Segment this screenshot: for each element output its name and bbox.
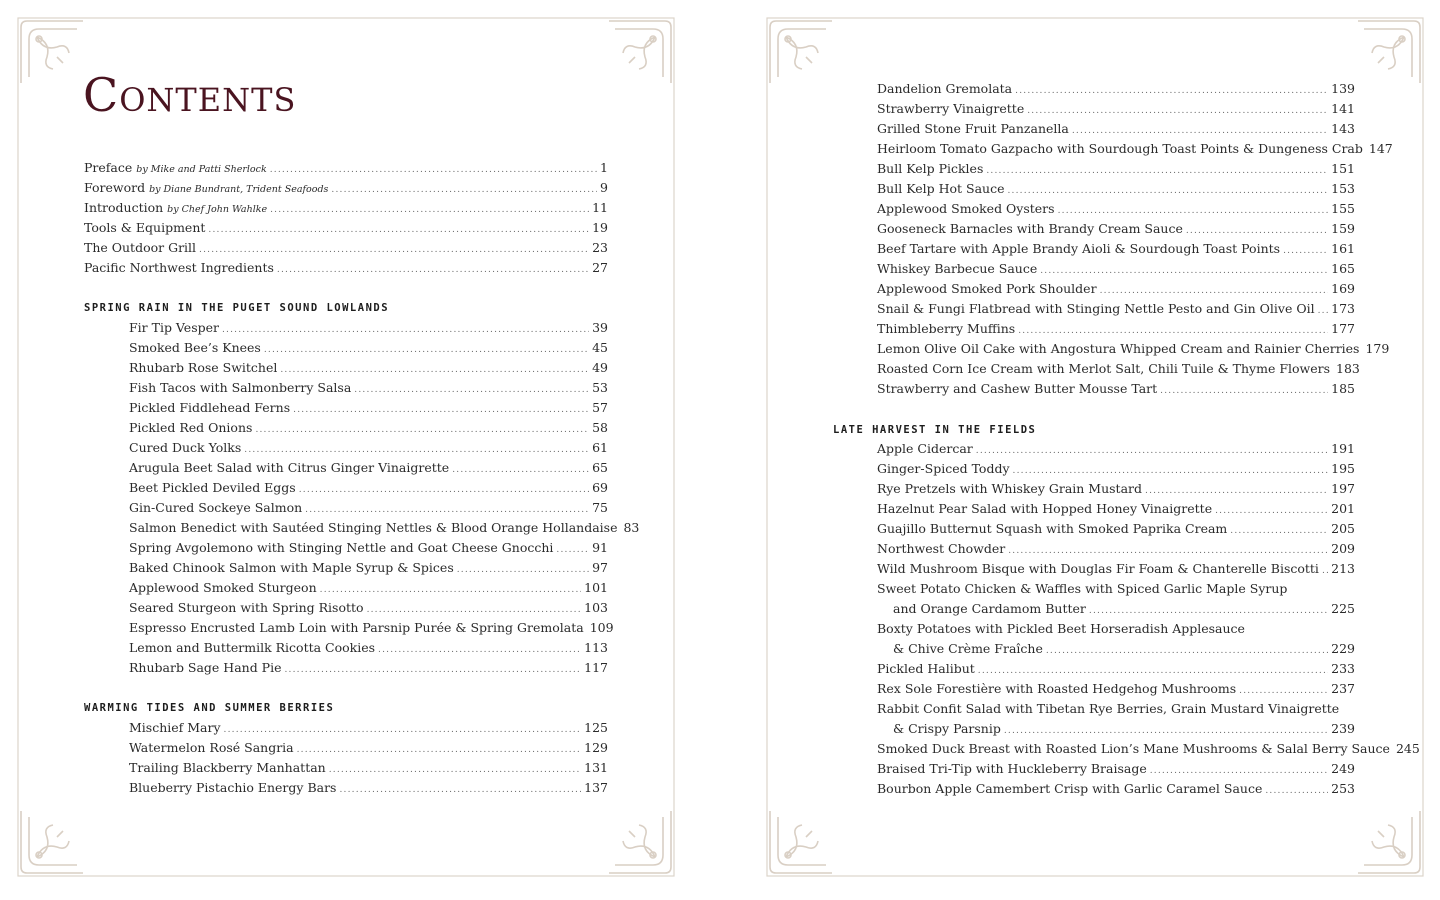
entry-title: Seared Sturgeon with Spring Risotto <box>129 600 364 615</box>
page-number: 69 <box>592 480 608 495</box>
dot-leader <box>199 240 589 260</box>
toc-entry[interactable] <box>129 478 608 498</box>
page-number: 229 <box>1331 641 1355 656</box>
page-number: 57 <box>592 400 608 415</box>
page-number: 239 <box>1331 721 1355 736</box>
entry-title: Sweet Potato Chicken & Waffles with Spiced Garlic Maple Syrup <box>877 581 1288 596</box>
page-number: 213 <box>1331 561 1355 576</box>
toc-entry[interactable] <box>877 159 1355 179</box>
entry-title: Mischief Mary <box>129 720 221 735</box>
dot-leader <box>208 220 589 240</box>
entry-title: Lemon and Buttermilk Ricotta Cookies <box>129 640 376 655</box>
toc-entry[interactable] <box>877 739 1420 759</box>
entry-title: Pickled Fiddlehead Ferns <box>129 400 291 415</box>
page-number: 27 <box>592 260 608 275</box>
entry-title: Cured Duck Yolks <box>129 440 242 455</box>
page-number: 169 <box>1331 281 1355 296</box>
page-number: 113 <box>584 640 608 655</box>
toc-entry[interactable] <box>877 299 1355 319</box>
dot-leader <box>320 580 582 600</box>
toc-entry[interactable] <box>84 238 608 258</box>
dot-leader <box>270 160 597 180</box>
page-number: 23 <box>592 240 608 255</box>
toc-entry[interactable] <box>877 139 1393 159</box>
dot-leader <box>1089 601 1328 621</box>
toc-entry[interactable] <box>129 718 608 738</box>
page-number: 65 <box>592 460 608 475</box>
toc-entry[interactable] <box>877 99 1355 119</box>
toc-entry[interactable] <box>877 179 1355 199</box>
dot-leader <box>305 500 589 520</box>
entry-title: Dandelion Gremolata <box>877 81 1013 96</box>
dot-leader <box>244 440 589 460</box>
toc-entry[interactable] <box>877 219 1355 239</box>
toc-entry[interactable] <box>877 439 1355 459</box>
dot-leader <box>978 661 1328 681</box>
dot-leader <box>1004 721 1328 741</box>
dot-leader <box>1008 541 1328 561</box>
toc-entry[interactable] <box>84 218 608 238</box>
entry-title: Rye Pretzels with Whiskey Grain Mustard <box>877 481 1143 496</box>
page-number: 137 <box>584 780 608 795</box>
entry-title: Guajillo Butternut Squash with Smoked Paprika Cream <box>877 521 1228 536</box>
dot-leader <box>556 540 589 560</box>
page-number: 39 <box>592 320 608 335</box>
dot-leader <box>339 780 581 800</box>
entry-title: Beef Tartare with Apple Brandy Aioli & Sourdough Toast Points <box>877 241 1281 256</box>
toc-entry[interactable] <box>877 579 1355 599</box>
entry-title: Hazelnut Pear Salad with Hopped Honey Vinaigrette <box>877 501 1213 516</box>
section-heading: SPRING RAIN IN THE PUGET SOUND LOWLANDS <box>84 302 390 314</box>
page-number: 147 <box>1368 141 1393 156</box>
page-number: 75 <box>592 500 608 515</box>
entry-title: Arugula Beet Salad with Citrus Ginger Vinaigrette <box>129 460 450 475</box>
page-number: 9 <box>600 180 608 195</box>
toc-entry[interactable] <box>877 479 1355 499</box>
entry-title: Wild Mushroom Bisque with Douglas Fir Foam & Chanterelle Biscotti <box>877 561 1319 576</box>
toc-entry[interactable] <box>877 659 1355 679</box>
toc-entry[interactable] <box>877 499 1355 519</box>
section-heading: WARMING TIDES AND SUMMER BERRIES <box>84 702 335 714</box>
dot-leader <box>285 660 582 680</box>
entry-author: by Diane Bundrant, Trident Seafoods <box>149 184 329 195</box>
corner-ornament <box>17 17 87 87</box>
toc-entry[interactable] <box>129 498 608 518</box>
toc-entry[interactable] <box>129 458 608 478</box>
dot-leader <box>1007 181 1328 201</box>
toc-entry[interactable] <box>877 539 1355 559</box>
corner-ornament <box>605 17 675 87</box>
entry-title: Smoked Duck Breast with Roasted Lion’s Mane Mushrooms & Salal Berry Sauce <box>877 741 1390 756</box>
corner-ornament <box>1354 17 1424 87</box>
section-items <box>129 718 608 798</box>
entry-title: Pickled Halibut <box>877 661 975 676</box>
entry-title: The Outdoor Grill <box>84 240 197 255</box>
page-number: 225 <box>1331 601 1355 616</box>
toc-entry[interactable] <box>129 398 608 418</box>
toc-entry[interactable] <box>129 778 608 798</box>
entry-title: Bourbon Apple Camembert Crisp with Garlic Caramel Sauce <box>877 781 1263 796</box>
toc-entry[interactable] <box>129 438 608 458</box>
dot-leader <box>329 760 581 780</box>
entry-title: Foreword <box>84 180 146 195</box>
entry-title: Preface <box>84 160 133 175</box>
page-number: 159 <box>1331 221 1355 236</box>
toc-entry[interactable] <box>129 318 608 338</box>
dot-leader <box>1058 201 1329 221</box>
dot-leader <box>1239 681 1328 701</box>
page-number: 45 <box>592 340 608 355</box>
corner-ornament <box>17 807 87 877</box>
entry-title: Apple Cidercar <box>877 441 973 456</box>
dot-leader <box>1186 221 1328 241</box>
toc-entry[interactable] <box>129 418 608 438</box>
dot-leader <box>1265 781 1328 801</box>
section-list <box>84 298 608 318</box>
page-number: 143 <box>1331 121 1355 136</box>
page-number: 83 <box>623 520 640 535</box>
toc-entry[interactable] <box>877 379 1355 399</box>
toc-entry[interactable] <box>877 339 1390 359</box>
page-number: 129 <box>584 740 608 755</box>
page-number: 61 <box>592 440 608 455</box>
entry-title: Smoked Bee’s Knees <box>129 340 261 355</box>
toc-entry[interactable] <box>877 239 1355 259</box>
page-number: 165 <box>1331 261 1355 276</box>
toc-entry[interactable] <box>84 198 608 218</box>
dot-leader <box>1215 501 1328 521</box>
toc-entry[interactable] <box>877 259 1355 279</box>
dot-leader <box>1018 321 1328 341</box>
toc-entry[interactable] <box>84 258 608 278</box>
toc-entry[interactable] <box>84 178 608 198</box>
entry-title: Beet Pickled Deviled Eggs <box>129 480 296 495</box>
page-number: 183 <box>1336 361 1360 376</box>
dot-leader <box>1015 81 1328 101</box>
page-number: 1 <box>600 160 608 175</box>
page-number: 197 <box>1331 481 1355 496</box>
page-number: 201 <box>1331 501 1355 516</box>
page-number: 49 <box>592 360 608 375</box>
toc-entry[interactable] <box>129 378 608 398</box>
page-number: 151 <box>1331 161 1355 176</box>
page-number: 141 <box>1331 101 1355 116</box>
dot-leader <box>297 740 582 760</box>
toc-entry[interactable] <box>84 158 608 178</box>
page-number: 191 <box>1331 441 1355 456</box>
dot-leader <box>1100 281 1329 301</box>
entry-title: Introduction <box>84 200 164 215</box>
page-number: 179 <box>1365 341 1390 356</box>
toc-entry[interactable] <box>129 578 608 598</box>
page-number: 161 <box>1331 241 1355 256</box>
page-number: 177 <box>1331 321 1355 336</box>
dot-leader <box>224 720 582 740</box>
toc-entry[interactable] <box>877 699 1355 719</box>
section-heading: LATE HARVEST IN THE FIELDS <box>833 424 1037 436</box>
corner-ornament <box>1354 807 1424 877</box>
corner-ornament <box>605 807 675 877</box>
dot-leader <box>1013 461 1329 481</box>
entry-title: Rhubarb Sage Hand Pie <box>129 660 282 675</box>
toc-entry[interactable] <box>129 558 608 578</box>
dot-leader <box>222 320 589 340</box>
entry-title: & Crispy Parsnip <box>893 721 1001 736</box>
toc-entry[interactable] <box>129 618 614 638</box>
page-number: 195 <box>1331 461 1355 476</box>
page-number: 11 <box>592 200 608 215</box>
entry-title: Applewood Smoked Pork Shoulder <box>877 281 1097 296</box>
toc-entry[interactable] <box>877 279 1355 299</box>
entry-title: Northwest Chowder <box>877 541 1006 556</box>
toc-entry[interactable] <box>877 119 1355 139</box>
page-number: 253 <box>1331 781 1355 796</box>
entry-title: Spring Avgolemono with Stinging Nettle and Goat Cheese Gnocchi <box>129 540 554 555</box>
page-number: 91 <box>592 540 608 555</box>
entry-title: Rabbit Confit Salad with Tibetan Rye Berries, Grain Mustard Vinaigrette <box>877 701 1340 716</box>
entry-title: Espresso Encrusted Lamb Loin with Parsnip Purée & Spring Gremolata <box>129 620 584 635</box>
dot-leader <box>986 161 1328 181</box>
entry-title: Blueberry Pistachio Energy Bars <box>129 780 337 795</box>
dot-leader <box>1322 561 1328 581</box>
entry-title: Fir Tip Vesper <box>129 320 219 335</box>
dot-leader <box>1040 261 1328 281</box>
page-number: 153 <box>1331 181 1355 196</box>
page-number: 139 <box>1331 81 1355 96</box>
toc-entry[interactable] <box>877 679 1355 699</box>
dot-leader <box>299 480 589 500</box>
section-list <box>833 420 1355 440</box>
page-number: 109 <box>589 620 614 635</box>
dot-leader <box>1318 301 1329 321</box>
toc-entry[interactable] <box>129 518 640 538</box>
entry-title: Ginger-Spiced Toddy <box>877 461 1010 476</box>
toc-entry[interactable] <box>129 358 608 378</box>
page-number: 185 <box>1331 381 1355 396</box>
toc-entry[interactable] <box>129 338 608 358</box>
dot-leader <box>1145 481 1328 501</box>
toc-entry[interactable] <box>877 199 1355 219</box>
page-number: 155 <box>1331 201 1355 216</box>
toc-entry[interactable] <box>129 758 608 778</box>
entry-title: Boxty Potatoes with Pickled Beet Horseradish Applesauce <box>877 621 1245 636</box>
toc-entry[interactable] <box>129 538 608 558</box>
page-number: 131 <box>584 760 608 775</box>
page-number: 97 <box>592 560 608 575</box>
toc-entry[interactable] <box>877 599 1355 619</box>
toc-entry[interactable] <box>129 598 608 618</box>
dot-leader <box>255 420 589 440</box>
section-items <box>877 439 1420 799</box>
dot-leader <box>354 380 589 400</box>
toc-entry[interactable] <box>877 639 1355 659</box>
entry-title: Applewood Smoked Oysters <box>877 201 1055 216</box>
dot-leader <box>976 441 1328 461</box>
page-number: 58 <box>592 420 608 435</box>
entry-title: & Chive Crème Fraîche <box>893 641 1043 656</box>
entry-title: Lemon Olive Oil Cake with Angostura Whipped Cream and Rainier Cherries <box>877 341 1360 356</box>
toc-entry[interactable] <box>129 658 608 678</box>
page-number: 209 <box>1331 541 1355 556</box>
entry-title: Trailing Blackberry Manhattan <box>129 760 326 775</box>
toc-entry[interactable] <box>877 559 1355 579</box>
entry-title: Salmon Benedict with Sautéed Stinging Nettles & Blood Orange Hollandaise <box>129 520 618 535</box>
entry-title: Grilled Stone Fruit Panzanella <box>877 121 1069 136</box>
dot-leader <box>452 460 589 480</box>
dot-leader <box>1160 381 1328 401</box>
right-page <box>766 17 1424 877</box>
dot-leader <box>331 180 597 200</box>
dot-leader <box>1072 121 1328 141</box>
entry-author: by Mike and Patti Sherlock <box>136 164 267 175</box>
dot-leader <box>1027 101 1328 121</box>
entry-title: Roasted Corn Ice Cream with Merlot Salt, Chili Tuile & Thyme Flowers <box>877 361 1331 376</box>
section-items <box>129 318 640 678</box>
page-number: 245 <box>1395 741 1420 756</box>
entry-title: and Orange Cardamom Butter <box>893 601 1086 616</box>
toc-entry[interactable] <box>877 719 1355 739</box>
dot-leader <box>280 360 589 380</box>
toc-entry[interactable] <box>129 738 608 758</box>
dot-leader <box>367 600 582 620</box>
page-number: 233 <box>1331 661 1355 676</box>
page-number: 101 <box>584 580 608 595</box>
page-number: 53 <box>592 380 608 395</box>
entry-title: Whiskey Barbecue Sauce <box>877 261 1038 276</box>
corner-ornament <box>766 807 836 877</box>
dot-leader <box>1150 761 1328 781</box>
entry-title: Bull Kelp Hot Sauce <box>877 181 1005 196</box>
entry-title: Gin-Cured Sockeye Salmon <box>129 500 303 515</box>
dot-leader <box>457 560 589 580</box>
entry-title: Fish Tacos with Salmonberry Salsa <box>129 380 352 395</box>
dot-leader <box>1283 241 1328 261</box>
front-matter-list <box>84 158 608 278</box>
entry-title: Snail & Fungi Flatbread with Stinging Nettle Pesto and Gin Olive Oil <box>877 301 1315 316</box>
toc-entry[interactable] <box>877 359 1360 379</box>
page-number: 117 <box>584 660 608 675</box>
dot-leader <box>264 340 589 360</box>
toc-entry[interactable] <box>877 519 1355 539</box>
entry-title: Baked Chinook Salmon with Maple Syrup & Spices <box>129 560 454 575</box>
entry-title: Rex Sole Forestière with Roasted Hedgehog Mushrooms <box>877 681 1237 696</box>
left-page <box>17 17 675 877</box>
toc-entry[interactable] <box>129 638 608 658</box>
toc-entry[interactable] <box>877 79 1355 99</box>
entry-title: Pickled Red Onions <box>129 420 253 435</box>
toc-entry[interactable] <box>877 619 1355 639</box>
entry-title: Braised Tri-Tip with Huckleberry Braisage <box>877 761 1147 776</box>
entry-title: Rhubarb Rose Switchel <box>129 360 278 375</box>
page-number: 173 <box>1331 301 1355 316</box>
entry-title: Tools & Equipment <box>84 220 206 235</box>
toc-entry[interactable] <box>877 459 1355 479</box>
dot-leader <box>293 400 589 420</box>
dot-leader <box>378 640 581 660</box>
page-number: 19 <box>592 220 608 235</box>
entry-title: Thimbleberry Muffins <box>877 321 1016 336</box>
toc-entry[interactable] <box>877 759 1355 779</box>
toc-entry[interactable] <box>877 779 1355 799</box>
entry-title: Applewood Smoked Sturgeon <box>129 580 317 595</box>
entry-title: Strawberry and Cashew Butter Mousse Tart <box>877 381 1158 396</box>
dot-leader <box>270 200 589 220</box>
dot-leader <box>277 260 589 280</box>
entry-author: by Chef John Wahlke <box>167 204 268 215</box>
entry-title: Pacific Northwest Ingredients <box>84 260 274 275</box>
page-number: 249 <box>1331 761 1355 776</box>
entry-title: Bull Kelp Pickles <box>877 161 984 176</box>
toc-entry[interactable] <box>877 319 1355 339</box>
dot-leader <box>1046 641 1328 661</box>
entry-title: Watermelon Rosé Sangria <box>129 740 294 755</box>
continued-items <box>877 79 1393 399</box>
entry-title: Gooseneck Barnacles with Brandy Cream Sauce <box>877 221 1183 236</box>
dot-leader <box>1230 521 1328 541</box>
entry-title: Heirloom Tomato Gazpacho with Sourdough Toast Points & Dungeness Crab <box>877 141 1363 156</box>
corner-ornament <box>766 17 836 87</box>
page-number: 237 <box>1331 681 1355 696</box>
section-list <box>84 698 608 718</box>
page-number: 103 <box>584 600 608 615</box>
page-title: Contents <box>83 68 297 122</box>
entry-title: Strawberry Vinaigrette <box>877 101 1025 116</box>
page-number: 205 <box>1331 521 1355 536</box>
page-number: 125 <box>584 720 608 735</box>
